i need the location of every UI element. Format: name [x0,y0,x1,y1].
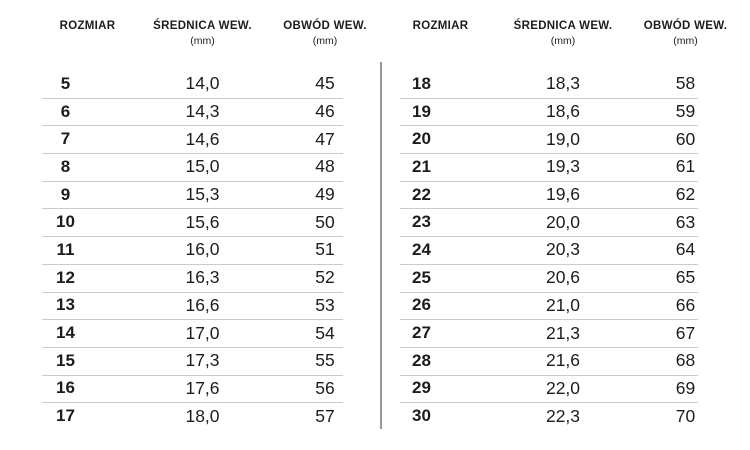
circumference-cell: 58 [675,73,696,94]
size-cell: 19 [412,101,431,121]
circumference-cell: 52 [315,267,335,288]
table-row [40,208,380,236]
circumference-cell: 63 [675,211,696,232]
table-row [40,153,380,181]
size-cell: 13 [56,295,75,315]
column-header-size [398,20,483,70]
size-cell: 24 [412,239,431,259]
circumference-cell: 49 [315,184,335,205]
circumference-cell: 50 [315,211,335,232]
circumference-cell: 68 [675,350,696,371]
circumference-cell: 64 [675,239,696,260]
diameter-cell: 15,3 [185,184,220,205]
table-row [398,375,730,403]
size-table-right [398,15,730,430]
table-header-left [40,15,380,70]
size-cell: 14 [56,323,75,343]
diameter-cell: 21,0 [545,294,581,315]
table-row [40,236,380,264]
size-cell: 12 [56,267,75,287]
table-row [398,319,730,347]
diameter-cell: 17,0 [185,322,220,343]
diameter-cell: 19,3 [545,156,581,177]
table-row [40,181,380,209]
table-row [398,125,730,153]
diameter-cell: 14,3 [185,101,220,122]
circumference-cell: 67 [675,322,696,343]
circumference-cell: 59 [675,101,696,122]
diameter-cell: 15,0 [185,156,220,177]
column-header-size [40,20,135,70]
table-row [40,402,380,430]
circumference-cell: 57 [315,405,335,426]
size-cell: 23 [412,212,431,232]
circumference-cell: 61 [675,156,696,177]
diameter-cell: 15,6 [185,211,220,232]
size-cell: 22 [412,184,431,204]
circumference-cell: 69 [675,377,696,398]
table-body-left [40,70,380,430]
table-row [40,347,380,375]
table-row [398,347,730,375]
size-cell: 25 [412,267,431,287]
column-header-circumference [643,20,728,70]
size-cell: 20 [412,129,431,149]
circumference-cell: 62 [675,184,696,205]
table-row [398,264,730,292]
diameter-cell: 18,6 [545,101,581,122]
size-cell: 8 [60,156,71,176]
size-cell: 11 [56,239,75,259]
diameter-column-label: ŚREDNICA WEW. [513,20,613,32]
size-table-left [40,15,380,430]
circumference-cell: 54 [315,322,335,343]
table-row [398,208,730,236]
size-cell: 5 [60,73,71,93]
table-row [398,153,730,181]
column-header-circumference [270,20,380,70]
diameter-cell: 16,6 [185,294,220,315]
circumference-cell: 47 [315,128,335,149]
vertical-divider [380,62,382,429]
size-cell: 21 [412,156,431,176]
table-row [40,125,380,153]
column-header-diameter [135,20,270,70]
size-cell: 30 [412,406,431,426]
circumference-column-label: OBWÓD WEW. [283,20,367,32]
circumference-cell: 56 [315,377,335,398]
circumference-cell: 45 [315,73,335,94]
circumference-cell: 48 [315,156,335,177]
table-header-right [398,15,730,70]
circumference-cell: 53 [315,294,335,315]
table-row [40,98,380,126]
size-cell: 28 [412,350,431,370]
size-cell: 26 [412,295,431,315]
diameter-cell: 22,0 [545,377,581,398]
table-row [40,319,380,347]
table-row [40,264,380,292]
table-row [398,236,730,264]
size-column-label: ROZMIAR [412,20,469,32]
diameter-cell: 20,0 [545,211,581,232]
table-row [398,98,730,126]
circumference-column-unit: (mm) [673,35,698,47]
size-cell: 6 [60,101,71,121]
diameter-cell: 16,0 [185,239,220,260]
table-row [40,70,380,98]
diameter-column-unit: (mm) [190,35,215,47]
diameter-cell: 17,3 [185,350,220,371]
diameter-cell: 20,3 [545,239,581,260]
size-cell: 17 [56,406,75,426]
table-row [398,181,730,209]
diameter-cell: 16,3 [185,267,220,288]
table-body-right [398,70,730,430]
circumference-cell: 51 [315,239,335,260]
circumference-column-unit: (mm) [312,35,338,47]
circumference-cell: 55 [315,350,335,371]
table-row [398,402,730,430]
diameter-cell: 21,6 [545,350,581,371]
diameter-cell: 19,0 [545,128,581,149]
diameter-cell: 18,3 [545,73,581,94]
size-cell: 10 [56,212,75,232]
size-cell: 15 [56,350,75,370]
diameter-cell: 14,0 [185,73,220,94]
diameter-cell: 14,6 [185,128,220,149]
size-cell: 29 [412,378,431,398]
table-row [40,375,380,403]
circumference-cell: 65 [675,267,696,288]
size-cell: 7 [60,129,71,149]
diameter-cell: 22,3 [545,405,581,426]
diameter-cell: 18,0 [185,405,220,426]
diameter-cell: 21,3 [545,322,581,343]
table-row [398,70,730,98]
diameter-cell: 19,6 [545,184,581,205]
circumference-cell: 60 [675,128,696,149]
column-header-diameter [483,20,643,70]
circumference-cell: 46 [315,101,335,122]
diameter-column-label: ŚREDNICA WEW. [153,20,252,32]
size-cell: 9 [60,184,71,204]
size-column-label: ROZMIAR [59,20,116,32]
circumference-column-label: OBWÓD WEW. [643,20,728,32]
circumference-cell: 70 [675,405,696,426]
diameter-column-unit: (mm) [550,35,576,47]
table-row [398,292,730,320]
table-row [40,292,380,320]
size-cell: 18 [412,73,431,93]
diameter-cell: 20,6 [545,267,581,288]
size-cell: 27 [412,323,431,343]
circumference-cell: 66 [675,294,696,315]
diameter-cell: 17,6 [185,377,220,398]
size-cell: 16 [56,378,75,398]
